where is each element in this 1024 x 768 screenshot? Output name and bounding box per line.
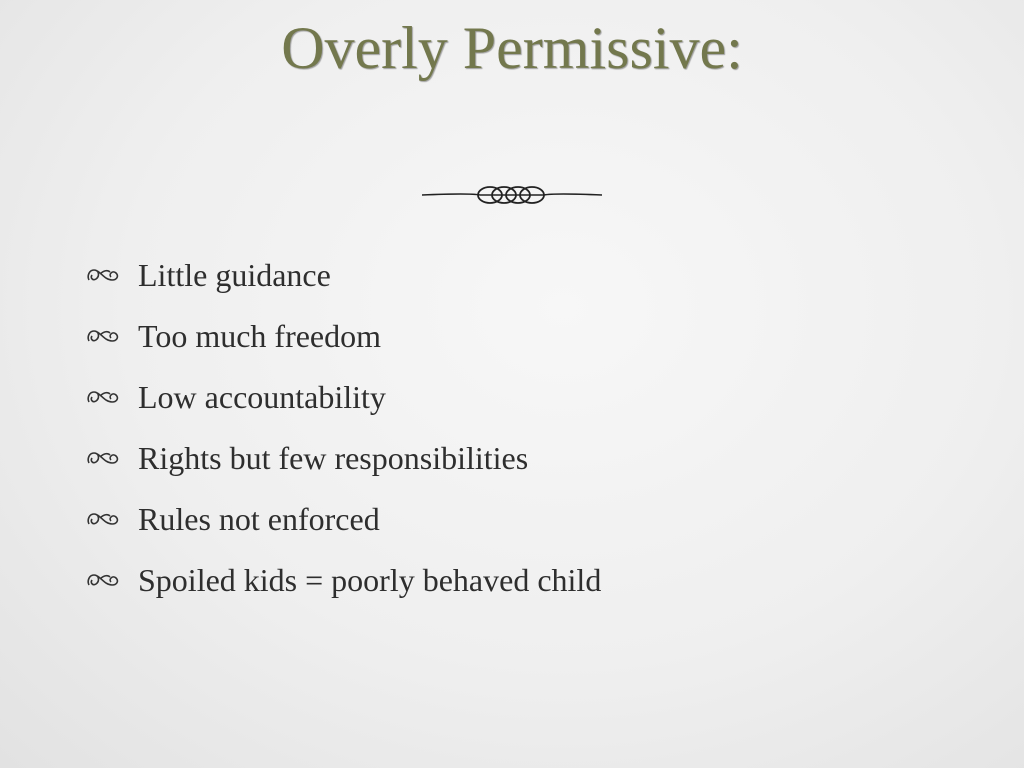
list-item — [86, 244, 601, 305]
list-item — [86, 305, 601, 366]
flourish-bullet-icon — [86, 265, 122, 285]
slide-title: Overly Permissive: — [281, 15, 743, 81]
bullet-text: Spoiled kids = poorly behaved child — [138, 561, 602, 598]
bullet-text: Too much freedom — [138, 317, 382, 354]
bullet-text: Low accountability — [138, 378, 386, 415]
flourish-bullet-icon — [86, 387, 122, 407]
list-item — [86, 366, 601, 427]
bullet-list — [86, 244, 601, 610]
flourish-bullet-icon — [86, 570, 122, 590]
list-item — [86, 549, 601, 610]
bullet-text: Little guidance — [138, 256, 331, 293]
flourish-bullet-icon — [86, 326, 122, 346]
flourish-divider-icon — [420, 178, 604, 212]
flourish-bullet-icon — [86, 509, 122, 529]
bullet-text: Rules not enforced — [138, 500, 380, 537]
list-item — [86, 488, 601, 549]
list-item — [86, 427, 601, 488]
bullet-text: Rights but few responsibilities — [138, 439, 529, 476]
flourish-bullet-icon — [86, 448, 122, 468]
